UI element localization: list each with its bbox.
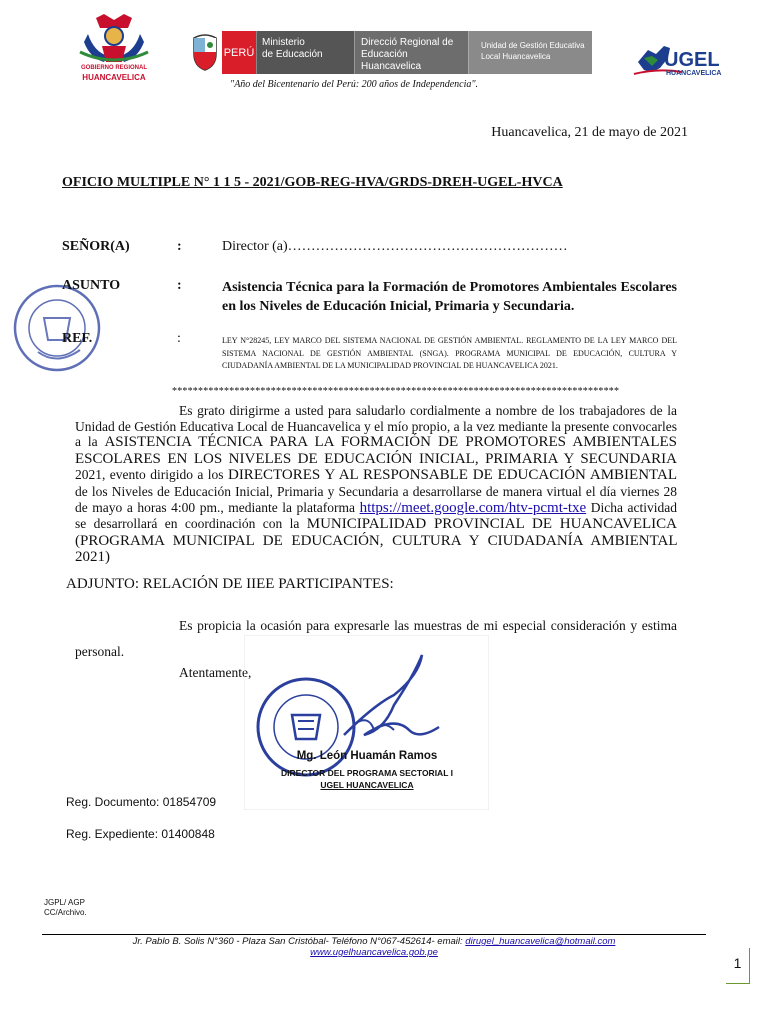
main-paragraph [75,403,677,566]
footer-divider [42,934,706,935]
page-number: 1 [726,948,750,984]
footer-email-link[interactable]: dirugel_huancavelica@hotmail.com [465,936,616,947]
ministerio-label [256,31,354,74]
asunto-label: ASUNTO [62,278,121,293]
ministerio-line-1: Ministerio [262,37,305,48]
signer-org: UGEL HUANCAVELICA [320,780,414,790]
reg-expediente: Reg. Expediente: 01400848 [66,827,215,841]
oficio-number: OFICIO MULTIPLE N° 1 1 5 - 2021/GOB-REG-HVA/GRDS-DREH-UGEL-HVCA [62,175,563,190]
peru-shield-icon [190,32,220,72]
unidad-line-2: Local Huancavelica [481,52,551,61]
ministerio-line-2: de Educación [262,49,323,60]
ugel-logo-subtext: HUANCAVELICA [666,70,722,77]
initials-line-2: CC/Archivo. [44,908,87,917]
senor-label: SEÑOR(A) [62,239,130,254]
ref-value: LEY N°28245, LEY MARCO DEL SISTEMA NACIONAL DE GESTIÓN AMBIENTAL. REGLAMENTO DE LA LEY MARCO DEL SISTEMA NACIONAL DE GESTIÓN AMBIENTAL (SNGA). PROGRAMA MUNICIPAL DE EDUCACIÓN, CULTURA Y CIUDADANÍA AMBIENTAL DE LA MUNICIPALIDAD PROVINCIAL DE HUANCAVELICA 2021. [222,336,677,370]
ugel-logo [630,28,726,96]
meet-link[interactable]: https://meet.google.com/htv-pcmt-txe [359,499,587,516]
gobierno-regional-label [72,64,156,82]
signer-role-block [244,767,490,791]
adjunto-line: ADJUNTO: RELACIÓN DE IIEE PARTICIPANTES: [66,576,394,592]
direccion-regional-label [354,31,468,74]
para-audience: DIRECTORES Y AL RESPONSABLE DE EDUCACIÓN AMBIENTAL [227,467,677,484]
separator-stars: ************************************************************************************** [172,386,620,397]
reg-documento: Reg. Documento: 01854709 [66,795,217,809]
footer-address: Jr. Pablo B. Solis N°360 - Plaza San Cristóbal- Teléfono N°067-452614- email: [132,936,466,947]
para-part-6: Dicha actividad se desarrollará en coordinación con la [75,499,677,532]
para-municipality: MUNICIPALIDAD PROVINCIAL DE HUANCAVELICA (PROGRAMA MUNICIPAL DE EDUCACIÓN, CULTURA Y CIUDADANÍA AMBIENTAL [75,516,677,549]
letter-date: Huancavelica, 21 de mayo de 2021 [491,125,688,140]
footer [42,936,706,958]
atentamente: Atentamente, [179,665,252,680]
initials [44,898,87,918]
institution-stamp [8,280,106,375]
direccion-line-1: Direcció Regional de [361,37,454,48]
senor-value: Director (a)…………………………………………………… [222,239,568,254]
peru-label: PERÚ [222,31,256,74]
asunto-colon: : [177,278,182,293]
slogan: "Año del Bicentenario del Perú: 200 años de Independencia". [230,79,479,90]
asunto-value: Asistencia Técnica para la Formación de Promotores Ambientales Escolares en los Niveles de Educación Inicial, Primaria y Secundaria. [222,280,677,314]
para-event-name: ASISTENCIA TÉCNICA PARA LA FORMACIÓN DE PROMOTORES AMBIENTALES ESCOLARES EN LOS NIVELES DE EDUCACIÓN INICIAL, PRIMARIA Y SECUNDARIA [75,434,677,467]
para-part-5: de los Niveles de Educación Inicial, Primaria y Secundaria a desarrollarse de manera virtual el día viernes 28 de mayo a horas 4:00 pm., mediante la plataforma [75,483,677,515]
gob-line-1: GOBIERNO REGIONAL [80,65,147,71]
closing-text: Es propicia la ocasión para expresarle las muestras de mi especial consideración y estima personal. [75,618,677,659]
para-part-1: Es grato dirigirme a usted para saludarlo cordialmente a nombre de los trabajadores de la Unidad de Gestión Educativa Local de Huancavelica y el mío propio, a la vez mediante la presente convocarles a la [75,403,678,450]
ref-colon: : [177,331,181,346]
direccion-line-2: Educación Huancavelica [361,49,422,72]
signer-role: DIRECTOR DEL PROGRAMA SECTORIAL I [281,768,453,778]
unidad-line-1: Unidad de Gestión Educativa [481,41,585,50]
para-part-8: 2021) [75,549,110,566]
unidad-gestion-label [468,31,592,74]
signer-name: Mg. León Huamán Ramos [296,750,438,762]
initials-line-1: JGPL/ AGP [44,898,85,907]
ref-label: REF. [62,331,93,346]
ugel-logo-text: UGEL [664,49,720,71]
senor-colon: : [177,239,182,254]
gob-line-2: HUANCAVELICA [82,73,146,82]
footer-website-link[interactable]: www.ugelhuancavelica.gob.pe [310,947,438,958]
para-part-3: 2021, evento dirigido a los [75,467,228,483]
